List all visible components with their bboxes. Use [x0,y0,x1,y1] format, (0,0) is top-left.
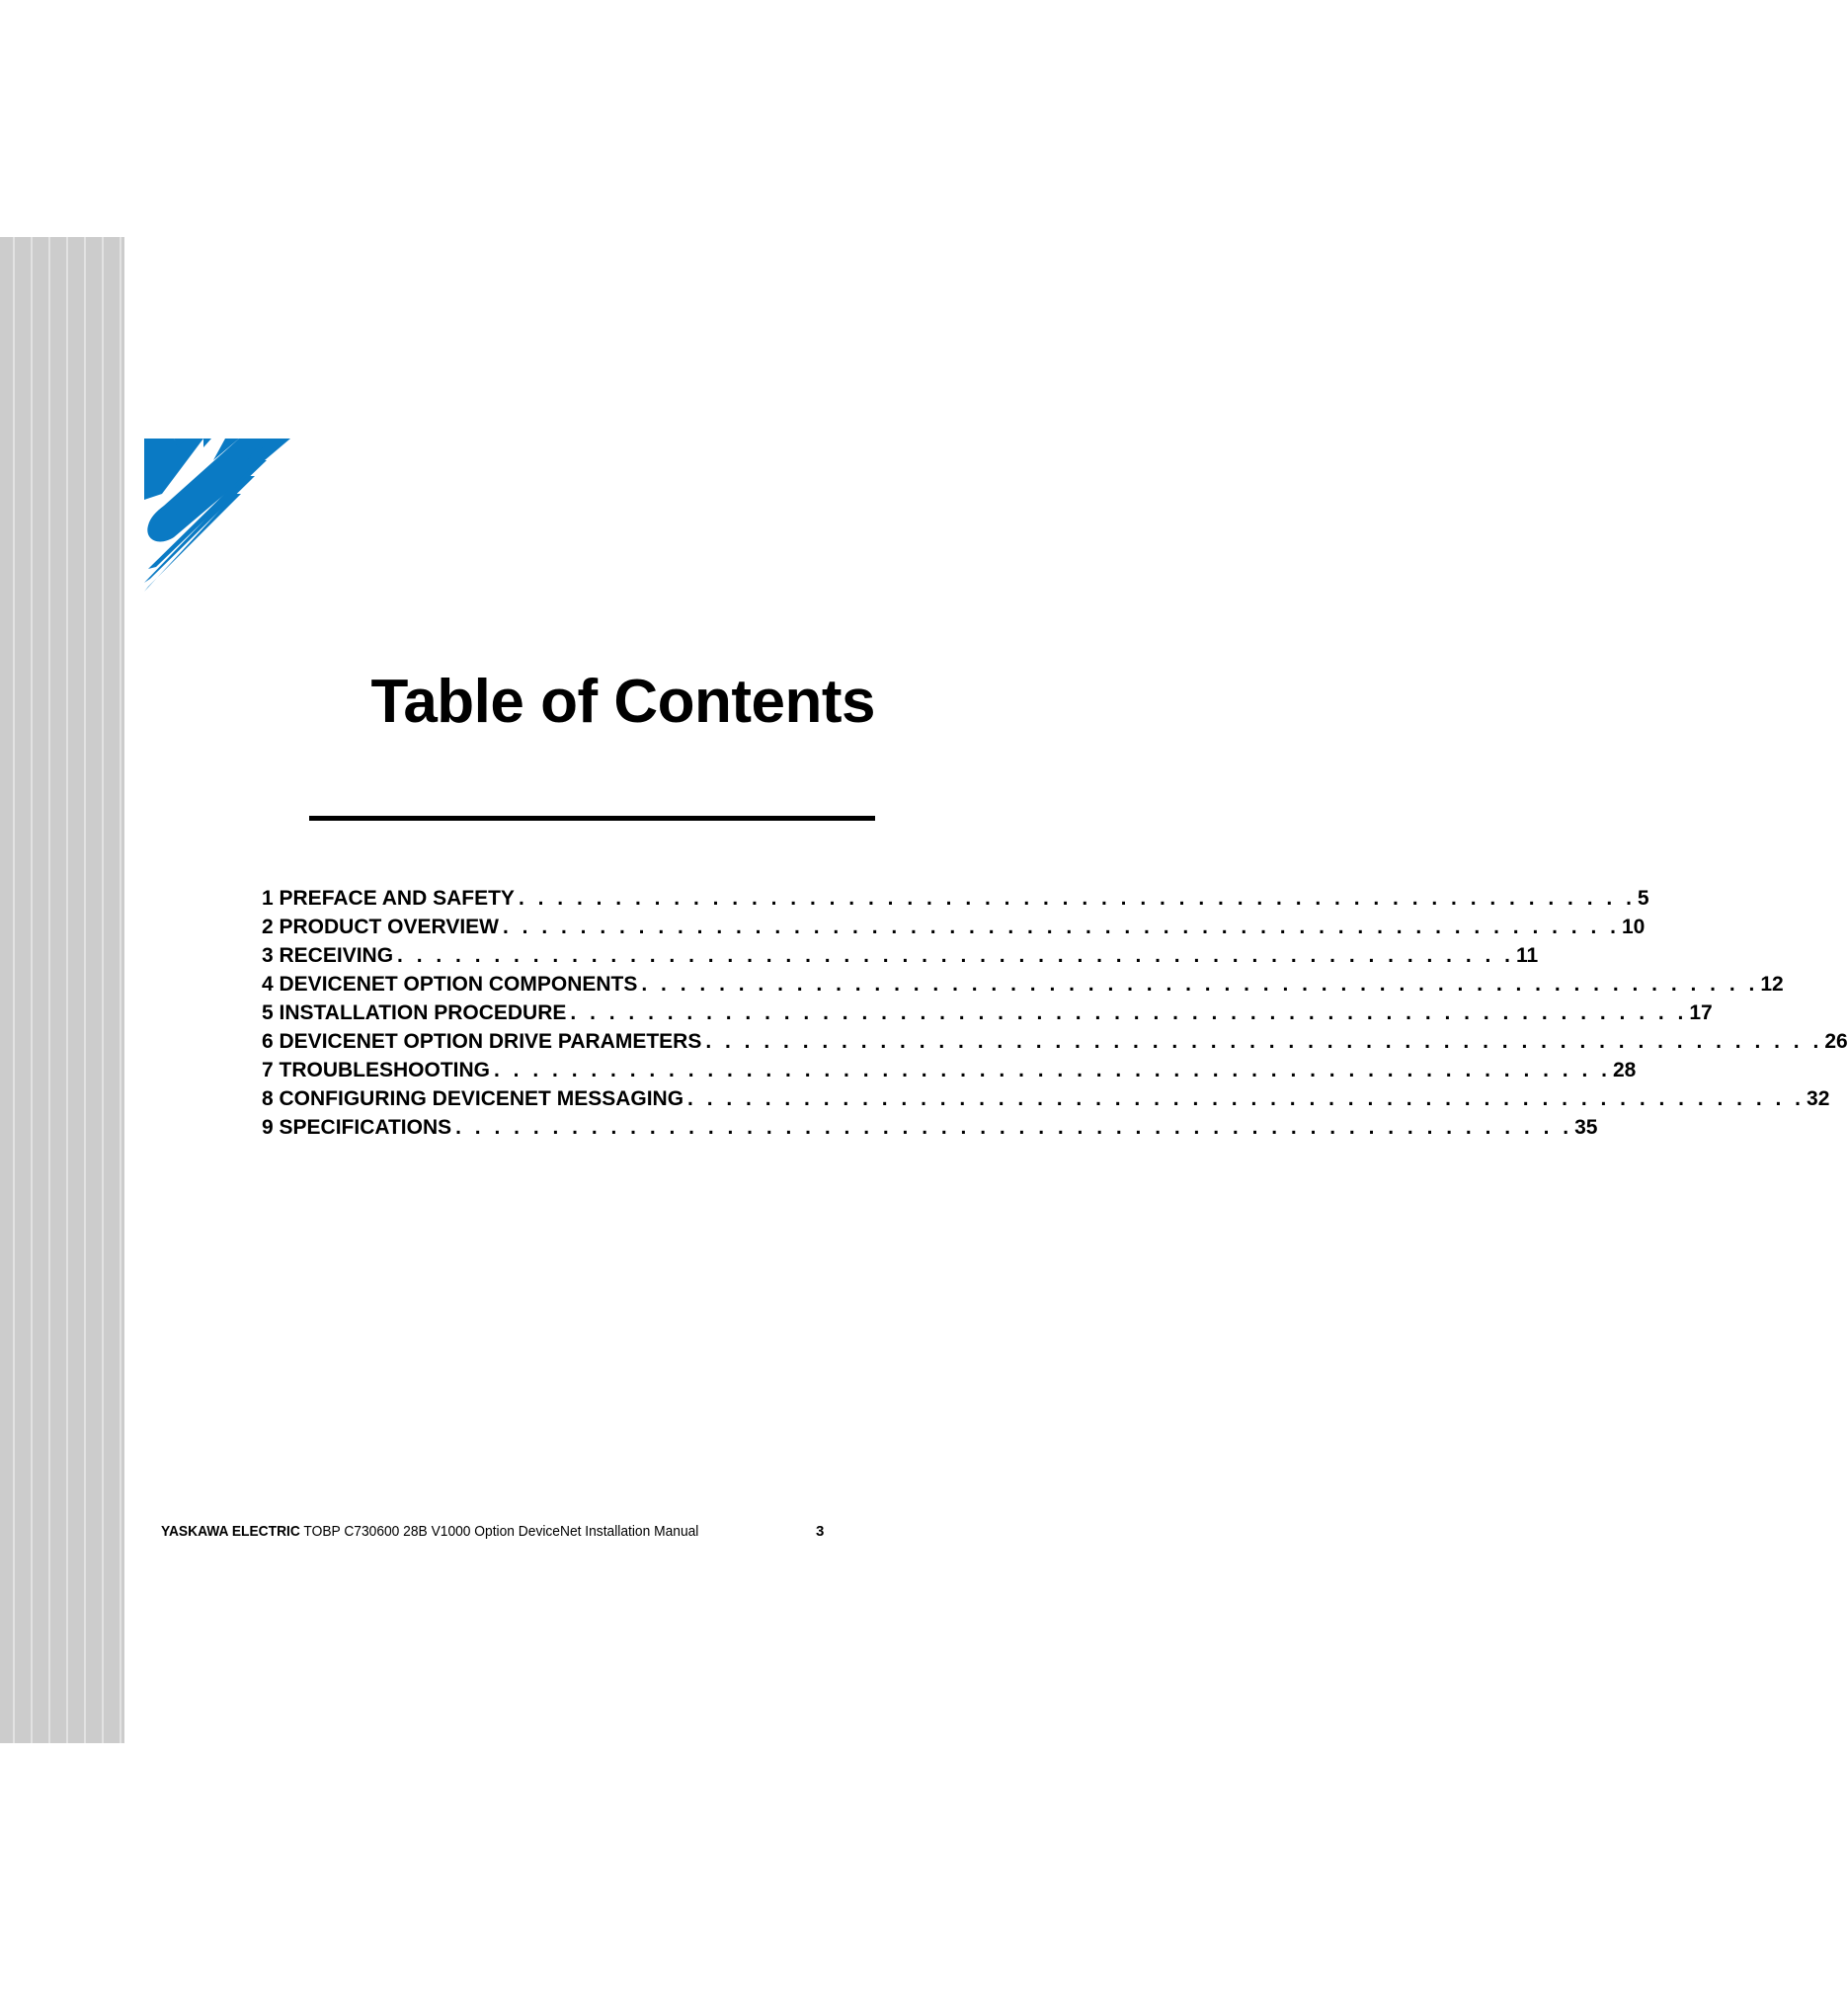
toc-entry-specifications[interactable] [262,1116,1598,1145]
toc-entry-label: 9 SPECIFICATIONS [262,1116,452,1139]
toc-entry-page: 28 [1612,1059,1637,1081]
toc-entry-drive-parameters[interactable] [262,1030,1848,1059]
toc-entry-page: 10 [1621,916,1646,938]
toc-entry-devicenet-messaging[interactable] [262,1087,1830,1116]
toc-entry-label: 3 RECEIVING [262,944,394,967]
footer-manual-title: TOBP C730600 28B V1000 Option DeviceNet Installation Manual [303,1523,699,1540]
side-stripe-decoration [0,237,124,1743]
toc-entry-troubleshooting[interactable] [262,1059,1637,1087]
toc-entry-page: 26 [1824,1030,1848,1053]
toc-leader-dots: . . . . . . . . . . . . . . . . . . . . . . . . . . . . . . . . . . . . . . . . . . . . . . . . . . . . . . . . . . [502,916,1620,938]
toc-entry-label: 7 TROUBLESHOOTING [262,1059,491,1081]
toc-entry-label: 2 PRODUCT OVERVIEW [262,916,499,938]
toc-entry-page: 17 [1689,1001,1713,1024]
toc-entry-label: 1 PREFACE AND SAFETY [262,887,515,910]
toc-entry-devicenet-components[interactable] [262,973,1784,1001]
footer-company: YASKAWA ELECTRIC [161,1523,300,1540]
toc-leader-dots: . . . . . . . . . . . . . . . . . . . . . . . . . . . . . . . . . . . . . . . . . . . . . . . . . . . . . . . . . . [455,1116,1573,1139]
toc-entry-label: 6 DEVICENET OPTION DRIVE PARAMETERS [262,1030,702,1053]
footer-page-number: 3 [816,1523,825,1540]
toc-leader-dots: . . . . . . . . . . . . . . . . . . . . . . . . . . . . . . . . . . . . . . . . . . . . . . . . . . . . . . . . . . [397,944,1515,967]
toc-entry-label: 4 DEVICENET OPTION COMPONENTS [262,973,638,996]
toc-entry-installation-procedure[interactable] [262,1001,1713,1030]
toc-leader-dots: . . . . . . . . . . . . . . . . . . . . . . . . . . . . . . . . . . . . . . . . . . . . . . . . . . . . . . . . . . [705,1030,1823,1053]
toc-entry-page: 12 [1760,973,1784,996]
toc-entry-receiving[interactable] [262,944,1539,973]
toc-leader-dots: . . . . . . . . . . . . . . . . . . . . . . . . . . . . . . . . . . . . . . . . . . . . . . . . . . . . . . . . . . [570,1001,1688,1024]
toc-entry-page: 35 [1574,1116,1598,1139]
toc-leader-dots: . . . . . . . . . . . . . . . . . . . . . . . . . . . . . . . . . . . . . . . . . . . . . . . . . . . . . . . . . . [494,1059,1611,1081]
toc-entry-label: 5 INSTALLATION PROCEDURE [262,1001,567,1024]
toc-leader-dots: . . . . . . . . . . . . . . . . . . . . . . . . . . . . . . . . . . . . . . . . . . . . . . . . . . . . . . . . . . [518,887,1636,910]
toc-entry-product-overview[interactable] [262,916,1646,944]
toc-entry-page: 11 [1516,944,1539,967]
toc-entry-preface[interactable] [262,887,1649,916]
toc-leader-dots: . . . . . . . . . . . . . . . . . . . . . . . . . . . . . . . . . . . . . . . . . . . . . . . . . . . . . . . . . . [641,973,1759,996]
toc-entry-page: 32 [1807,1087,1830,1110]
table-of-contents [262,887,1848,1145]
title-divider [309,816,875,821]
yaskawa-logo-icon [144,439,290,592]
page-title: Table of Contents [370,668,875,736]
toc-entry-label: 8 CONFIGURING DEVICENET MESSAGING [262,1087,684,1110]
page-footer [161,1523,698,1540]
toc-entry-page: 5 [1637,887,1649,910]
toc-leader-dots: . . . . . . . . . . . . . . . . . . . . . . . . . . . . . . . . . . . . . . . . . . . . . . . . . . . . . . . . . . [687,1087,1806,1110]
